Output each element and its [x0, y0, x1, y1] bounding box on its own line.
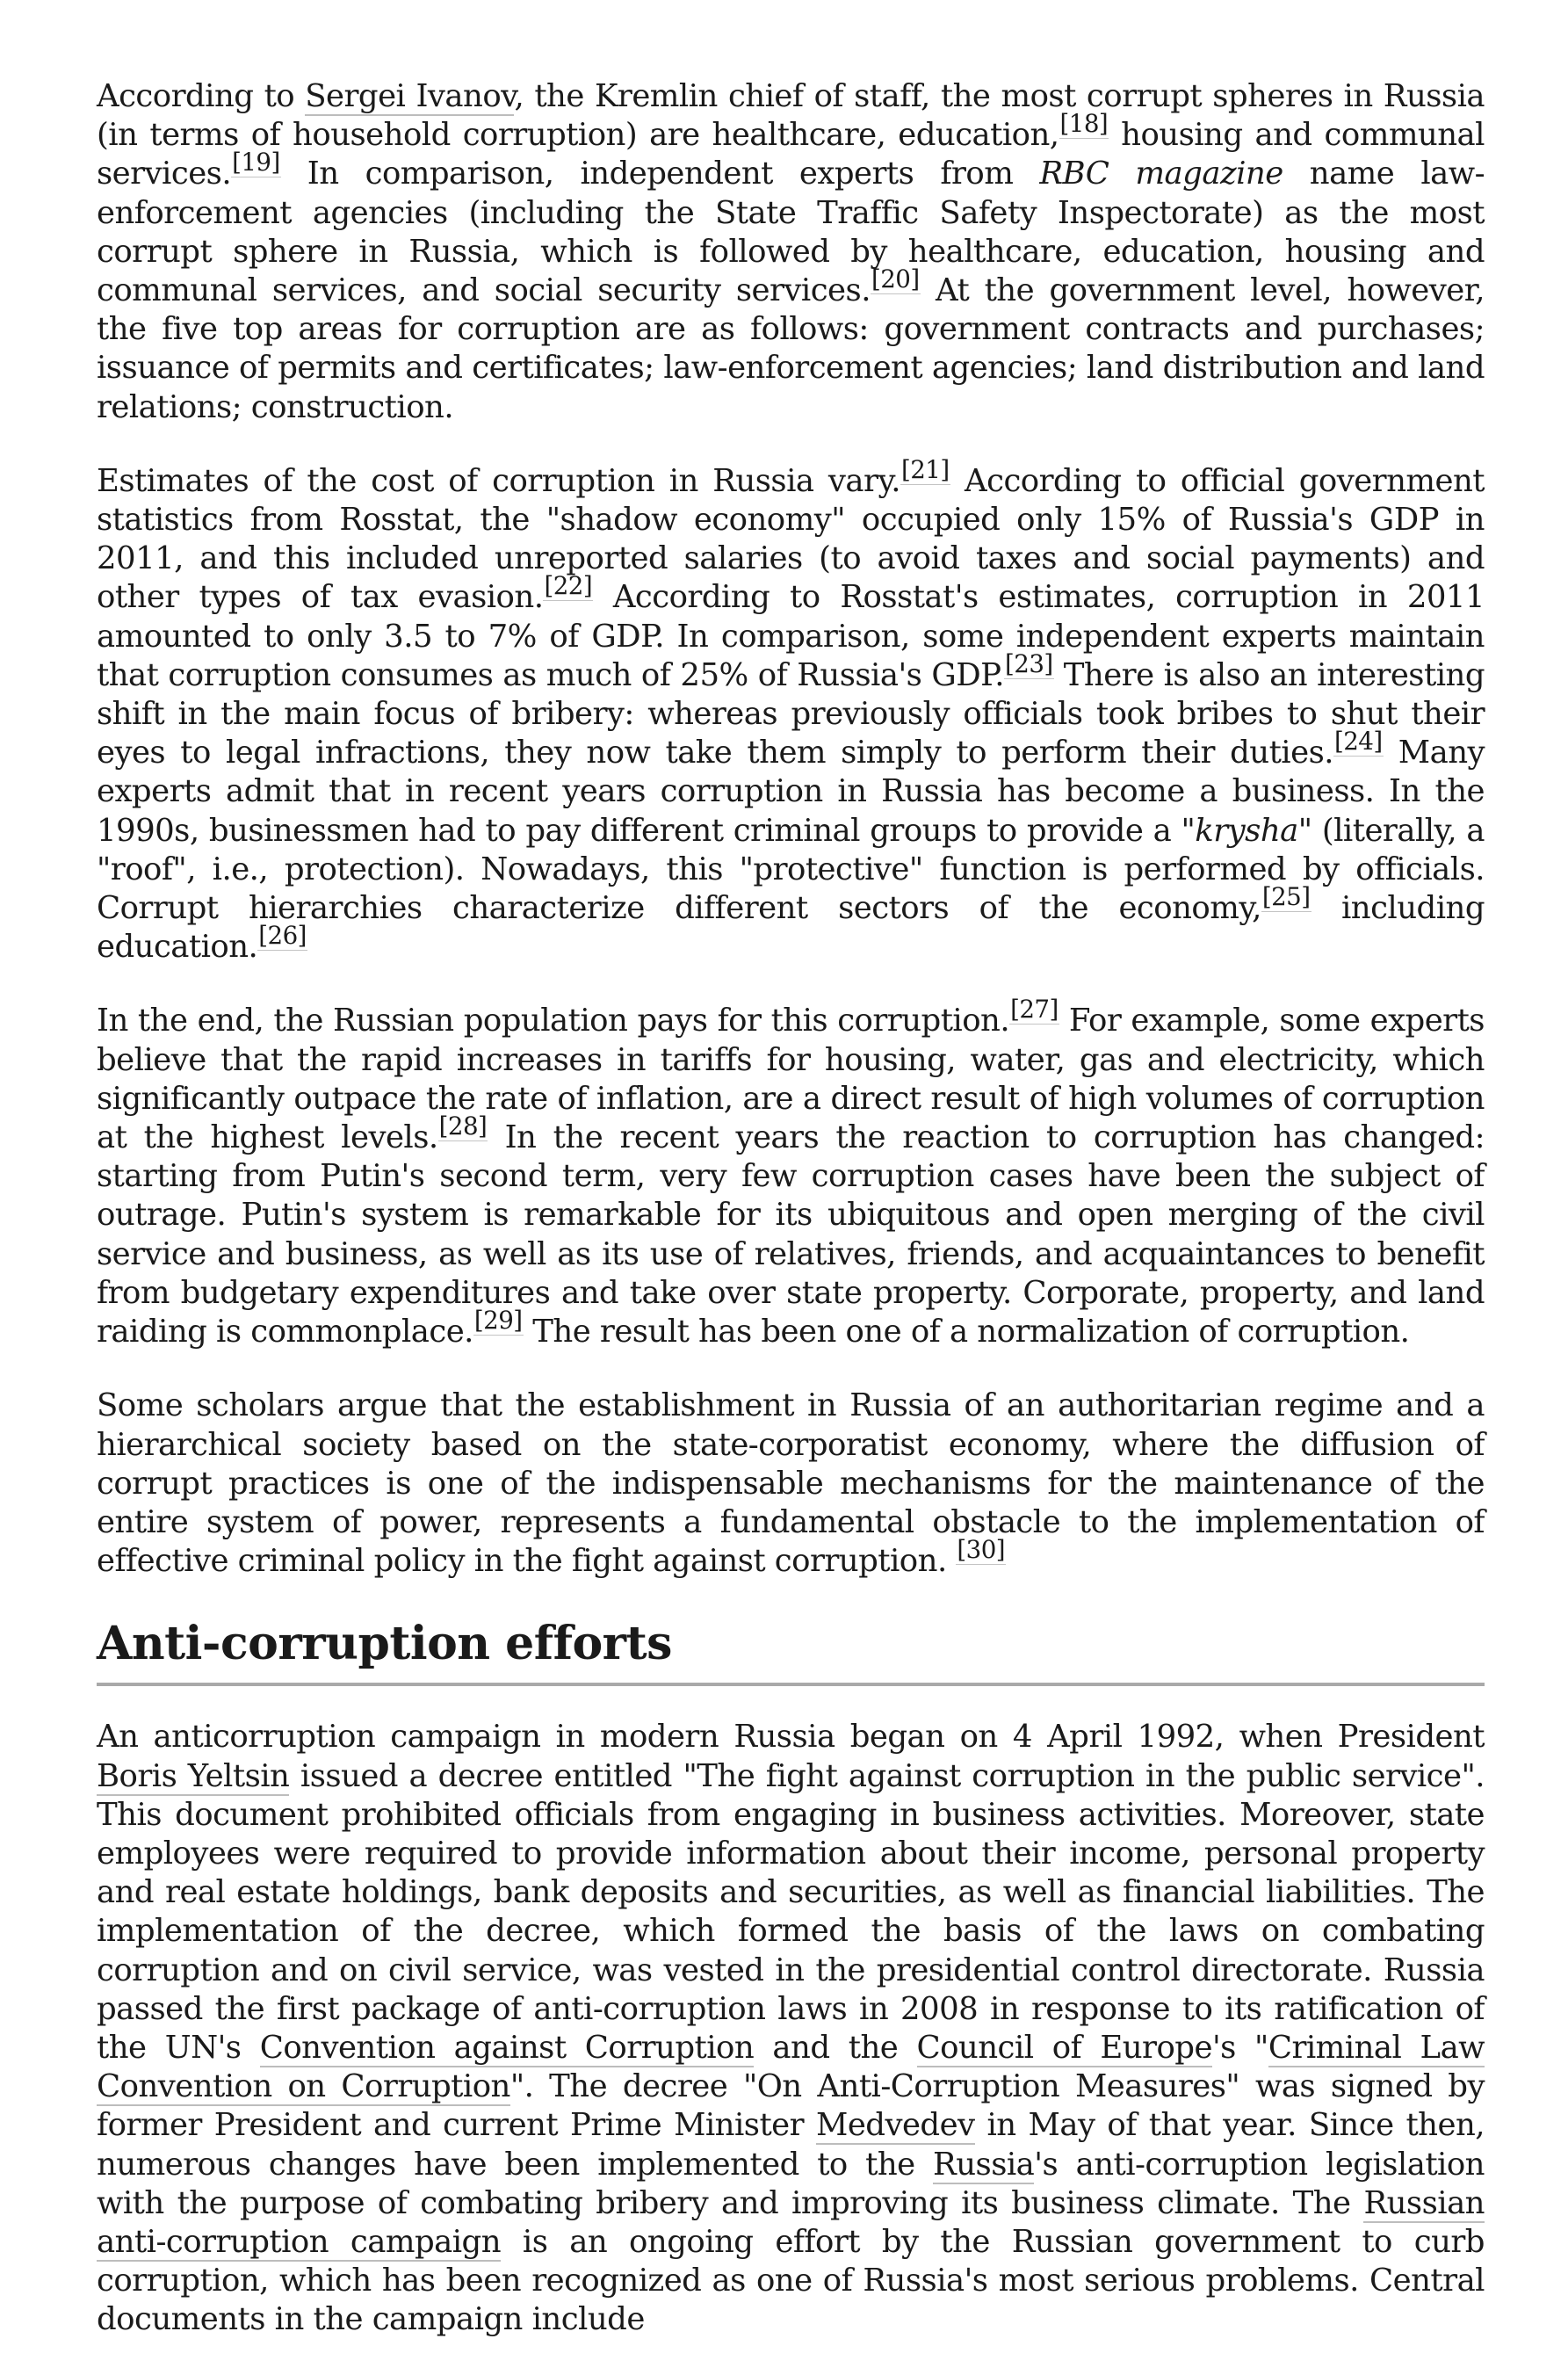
paragraph-population-pays — [97, 995, 1485, 1351]
citation-28[interactable]: [28] — [438, 1111, 488, 1140]
link-boris-yeltsin[interactable]: Boris Yeltsin — [97, 1757, 290, 1794]
text: Many experts admit that in recent years corruption in Russia has become a business. In the 1990s, businessmen had to pay different criminal groups to provide a " — [97, 735, 1485, 849]
text: name law-enforcement agencies (including the State Traffic Safety Inspectorate) as the most corrupt sphere in Russia, which is followed by healthcare, education, housing and communal services, and social security services. — [97, 156, 1485, 309]
text: Some scholars argue that the establishment in Russia of an authoritarian regime and a hierarchical society based on the state-corporatist economy, where the diffusion of corrupt practices is one of the indispensable mechanisms for the maintenance of the entire system of power, represents a fundamental obstacle to the implementation of effective criminal policy in the fight against corruption. — [97, 1387, 1485, 1580]
text: In the end, the Russian population pays for this corruption. — [97, 1003, 1010, 1039]
text: In comparison, independent experts from — [280, 156, 1040, 192]
citation-21[interactable]: [21] — [900, 454, 950, 484]
text: Estimates of the cost of corruption in Russia vary. — [97, 462, 900, 499]
section-heading-anti-corruption-efforts: Anti-corruption efforts — [97, 1616, 1485, 1686]
text: At the government level, however, the five top areas for corruption are as follows: government contracts and purchases; issuance of permits and certificates; law-enforcement agencies; land distribution and land relations; construction. — [97, 272, 1485, 425]
citation-27[interactable]: [27] — [1010, 995, 1059, 1025]
paragraph-cost-estimates — [97, 454, 1485, 967]
text: According to Rosstat's estimates, corruption in 2011 amounted to only 3.5 to 7% of GDP. In comparison, some independent experts maintain that corruption consumes as much of 25% of Russia's GDP. — [97, 579, 1485, 693]
text: , the Kremlin chief of staff, the most corrupt spheres in Russia (in terms of household corruption) are healthcare, education, — [97, 78, 1485, 154]
text: including education. — [97, 890, 1485, 966]
text: and the — [754, 2029, 917, 2066]
text: There is also an interesting shift in the main focus of bribery: whereas previously officials took bribes to shut their eyes to legal infractions, they now take them simply to perform their duties. — [97, 656, 1485, 771]
citation-20[interactable]: [20] — [871, 264, 920, 293]
citation-24[interactable]: [24] — [1333, 727, 1383, 757]
text: An anticorruption campaign in modern Russia began on 4 April 1992, when President — [97, 1719, 1485, 1756]
citation-22[interactable]: [22] — [544, 571, 593, 601]
text: is an ongoing effort by the Russian government to curb corruption, which has been recognized as one of Russia's most serious problems. Central documents in the campaign include — [97, 2223, 1485, 2338]
paragraph-corrupt-spheres — [97, 77, 1485, 427]
text: 's anti-corruption legislation with the purpose of combating bribery and improving its business climate. The — [97, 2146, 1485, 2221]
krysha-term: krysha — [1195, 812, 1298, 849]
citation-25[interactable]: [25] — [1261, 881, 1311, 911]
citation-29[interactable]: [29] — [473, 1305, 523, 1335]
citation-26[interactable]: [26] — [258, 921, 307, 951]
link-council-of-europe[interactable]: Council of Europe — [916, 2029, 1212, 2066]
text: issued a decree entitled "The fight against corruption in the public service". This document prohibited officials from engaging in business activities. Moreover, state employees were required to provide information about their income, personal property and real estate holdings, bank deposits and securities, as well as financial liabilities. The implementation of the decree, which formed the basis of the laws on combating corruption and on civil service, was vested in the presidential control directorate. Russia passed the first package of anti-corruption laws in 2008 in response to its ratification of the UN's — [97, 1757, 1485, 2066]
text: In the recent years the reaction to corruption has changed: starting from Putin's second term, very few corruption cases have been the subject of outrage. Putin's system is remarkable for its ubiquitous and open merging of the civil service and business, as well as its use of relatives, friends, and acquaintances to benefit from budgetary expenditures and take over state property. Corporate, property, and land raiding is commonplace. — [97, 1119, 1485, 1350]
link-russia[interactable]: Russia — [933, 2146, 1035, 2183]
rbc-magazine-title: RBC magazine — [1039, 156, 1283, 192]
text: According to official government statistics from Rosstat, the "shadow economy" occupied only 15% of Russia's GDP in 2011, and this included unreported salaries (to avoid taxes and social payments) and other types of tax evasion. — [97, 462, 1485, 616]
link-sergei-ivanov[interactable]: Sergei Ivanov — [305, 78, 515, 114]
paragraph-anticorruption-campaign — [97, 1718, 1485, 2339]
link-criminal-law-convention[interactable]: Criminal Law Convention on Corruption — [97, 2029, 1485, 2105]
link-russian-anti-corruption-campaign[interactable]: Russian anti-corruption campaign — [97, 2184, 1485, 2260]
text: For example, some experts believe that the rapid increases in tariffs for housing, water, gas and electricity, which significantly outpace the rate of inflation, are a direct result of high volumes of corruption at the highest levels. — [97, 1003, 1485, 1156]
text: The result has been one of a normalization of corruption. — [523, 1314, 1410, 1350]
paragraph-scholars — [97, 1387, 1485, 1581]
text: in May of that year. Since then, numerous changes have been implemented to the — [97, 2107, 1485, 2183]
text: 's " — [1211, 2029, 1268, 2066]
text: " (literally, a "roof", i.e., protection). Nowadays, this "protective" function is performed by officials. Corrupt hierarchies characterize different sectors of the economy, — [97, 812, 1485, 927]
citation-19[interactable]: [19] — [232, 148, 280, 177]
citation-30[interactable]: [30] — [957, 1534, 1006, 1564]
citation-23[interactable]: [23] — [1005, 648, 1053, 678]
link-medvedev[interactable]: Medvedev — [816, 2107, 975, 2144]
citation-18[interactable]: [18] — [1059, 108, 1109, 138]
text: ". The decree "On Anti-Corruption Measures" was signed by former President and current Prime Minister — [97, 2068, 1485, 2144]
text: housing and communal services. — [97, 117, 1485, 192]
link-convention-against-corruption[interactable]: Convention against Corruption — [259, 2029, 755, 2066]
text: According to — [97, 78, 306, 114]
article-body — [97, 77, 1485, 2375]
